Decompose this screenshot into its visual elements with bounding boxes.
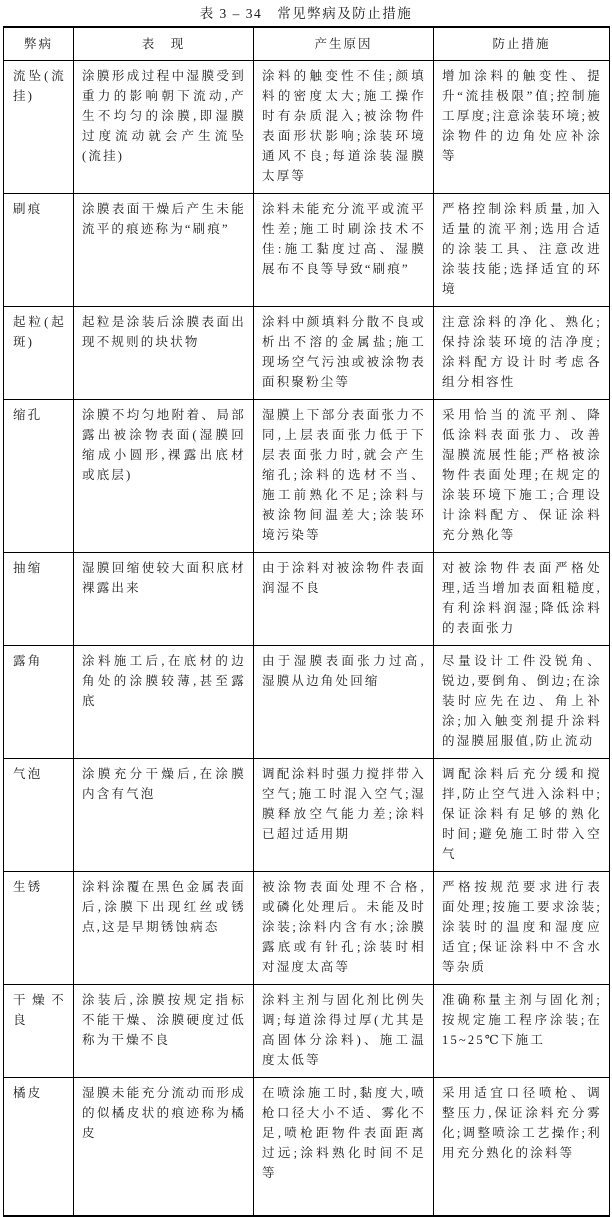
defects-table <box>3 26 610 1217</box>
prevention-cell: 增加涂料的触变性、提升“流挂极限”值;控制施工厚度;注意涂装环境;被涂物件的边角处应补涂等 <box>434 61 610 194</box>
prevention-cell: 采用适宜口径喷枪、调整压力,保证涂料充分雾化;调整喷涂工艺操作;利用充分熟化的涂料等 <box>434 1078 610 1217</box>
cause-cell: 涂料的触变性不佳;颜填料的密度太大;施工操作时有杂质混入;被涂物件表面形状影响;涂装环境通风不良;每道涂装湿膜太厚等 <box>254 61 434 194</box>
table-row <box>4 646 610 759</box>
prevention-cell: 尽量设计工件没锐角、锐边,要倒角、倒边;在涂装时应先在边、角上补涂;加入触变剂提升涂料的湿膜屈服值,防止流动 <box>434 646 610 759</box>
table-row <box>4 307 610 400</box>
prevention-cell: 调配涂料后充分缓和搅拌,防止空气进入涂料中;保证涂料有足够的熟化时间;避免施工时带入空气 <box>434 759 610 872</box>
manifestation-cell: 涂料涂覆在黑色金属表面后,涂膜下出现红丝或锈点,这是早期锈蚀病态 <box>74 872 254 985</box>
manifestation-cell: 涂膜不均匀地附着、局部露出被涂物表面(湿膜回缩成小圆形,裸露出底材或底层) <box>74 400 254 553</box>
cause-cell: 涂料主剂与固化剂比例失调;每道涂得过厚(尤其是高固体分涂料)、施工温度太低等 <box>254 985 434 1078</box>
manifestation-cell: 涂膜形成过程中湿膜受到重力的影响朝下流动,产生不均匀的涂膜,即湿膜过度流动就会产生流坠(流挂) <box>74 61 254 194</box>
cause-cell: 被涂物表面处理不合格,或磷化处理后。未能及时涂装;涂料内含有水;涂膜露底或有针孔;涂装时相对湿度太高等 <box>254 872 434 985</box>
defect-name-cell: 气泡 <box>4 759 74 872</box>
table-header-row <box>4 27 610 61</box>
defect-name-cell: 流坠(流挂) <box>4 61 74 194</box>
table-row <box>4 759 610 872</box>
manifestation-cell: 涂装后,涂膜按规定指标不能干燥、涂膜硬度过低称为干燥不良 <box>74 985 254 1078</box>
table-row <box>4 61 610 194</box>
cause-cell: 在喷涂施工时,黏度大,喷枪口径大小不适、雾化不足,喷枪距物件表面距离过远;涂料熟化时间不足等 <box>254 1078 434 1217</box>
manifestation-cell: 涂料施工后,在底材的边角处的涂膜较薄,甚至露底 <box>74 646 254 759</box>
manifestation-cell: 起粒是涂装后涂膜表面出现不规则的块状物 <box>74 307 254 400</box>
prevention-cell: 准确称量主剂与固化剂;按规定施工程序涂装;在 15~25℃下施工 <box>434 985 610 1078</box>
defect-name-cell: 起粒(起斑) <box>4 307 74 400</box>
cause-cell: 涂料中颜填料分散不良或析出不溶的金属盐;施工现场空气污浊或被涂物表面积聚粉尘等 <box>254 307 434 400</box>
defect-name-cell: 缩孔 <box>4 400 74 553</box>
defect-name-cell: 抽缩 <box>4 553 74 646</box>
cause-cell: 涂料未能充分流平或流平性差;施工时刷涂技术不佳:施工黏度过高、湿膜展布不良等导致“刷痕” <box>254 194 434 307</box>
table-caption: 表 3 – 34 常见弊病及防止措施 <box>199 6 413 21</box>
manifestation-cell: 涂膜充分干燥后,在涂膜内含有气泡 <box>74 759 254 872</box>
table-row <box>4 400 610 553</box>
table-row <box>4 553 610 646</box>
prevention-cell: 对被涂物件表面严格处理,适当增加表面粗糙度,有利涂料润湿;降低涂料的表面张力 <box>434 553 610 646</box>
prevention-cell: 严格按规范要求进行表面处理;按施工要求涂装;涂装时的温度和湿度应适宜;保证涂料中不含水等杂质 <box>434 872 610 985</box>
cause-cell: 湿膜上下部分表面张力不同,上层表面张力低于下层表面张力时,就会产生缩孔;涂料的选材不当、施工前熟化不足;涂料与被涂物间温差大;涂装环境污染等 <box>254 400 434 553</box>
defect-name-cell: 刷痕 <box>4 194 74 307</box>
col-header-manifestation: 表 现 <box>74 27 254 61</box>
manifestation-cell: 湿膜未能充分流动而形成的似橘皮状的痕迹称为橘皮 <box>74 1078 254 1217</box>
prevention-cell: 注意涂料的净化、熟化;保持涂装环境的洁净度;涂料配方设计时考虑各组分相容性 <box>434 307 610 400</box>
cause-cell: 由于湿膜表面张力过高,湿膜从边角处回缩 <box>254 646 434 759</box>
table-row <box>4 194 610 307</box>
col-header-defect: 弊病 <box>4 27 74 61</box>
manifestation-cell: 湿膜回缩使较大面积底材裸露出来 <box>74 553 254 646</box>
col-header-prevention: 防止措施 <box>434 27 610 61</box>
table-row <box>4 985 610 1078</box>
defect-name-cell: 橘皮 <box>4 1078 74 1217</box>
manifestation-cell: 涂膜表面干燥后产生未能流平的痕迹称为“刷痕” <box>74 194 254 307</box>
table-row <box>4 1078 610 1217</box>
defect-name-cell: 生锈 <box>4 872 74 985</box>
col-header-cause: 产生原因 <box>254 27 434 61</box>
prevention-cell: 严格控制涂料质量,加入适量的流平剂;选用合适的涂装工具、注意改进涂装技能;选择适宜的环境 <box>434 194 610 307</box>
defect-name-cell: 露角 <box>4 646 74 759</box>
cause-cell: 调配涂料时强力搅拌带入空气;施工时混入空气;湿膜释放空气能力差;涂料已超过适用期 <box>254 759 434 872</box>
table-row <box>4 872 610 985</box>
cause-cell: 由于涂料对被涂物件表面润湿不良 <box>254 553 434 646</box>
prevention-cell: 采用恰当的流平剂、降低涂料表面张力、改善湿膜流展性能;严格被涂物件表面处理;在规定的涂装环境下施工;合理设计涂料配方、保证涂料充分熟化等 <box>434 400 610 553</box>
defect-name-cell: 干燥不良 <box>4 985 74 1078</box>
